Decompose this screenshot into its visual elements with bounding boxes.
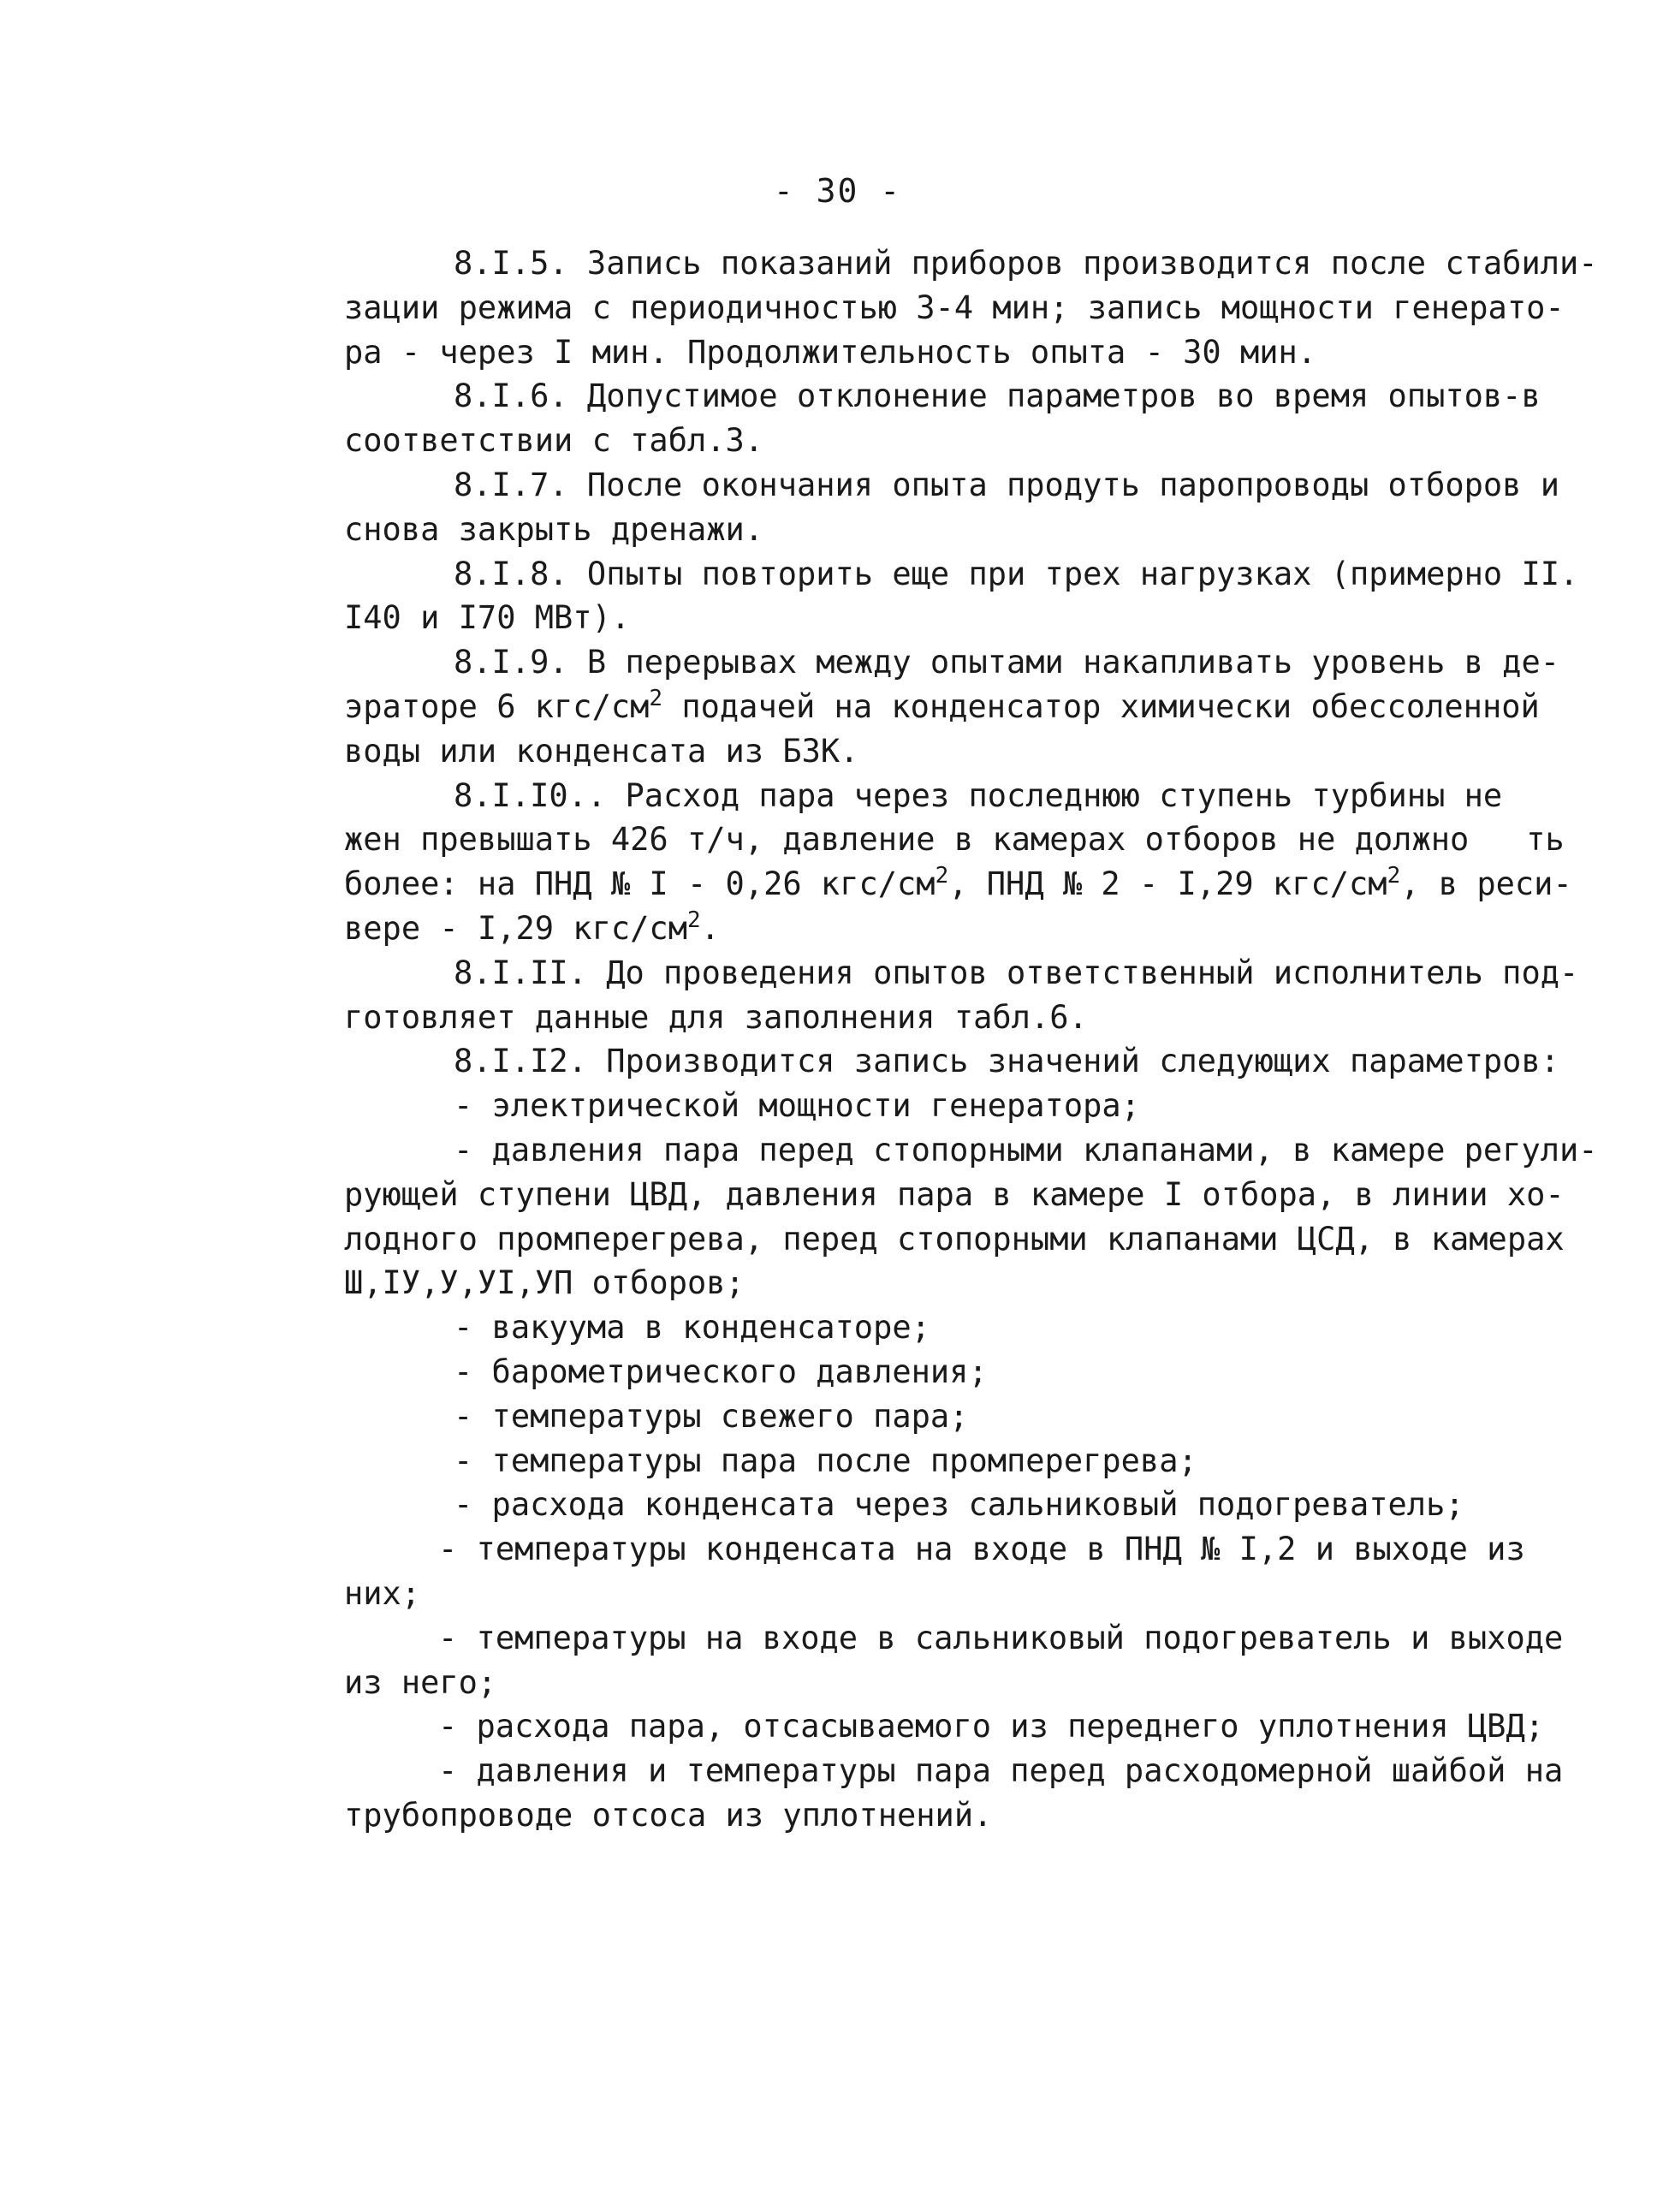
text-line [344, 508, 1517, 552]
line-text: соответствии с табл.3. [344, 422, 764, 460]
line-text: воды или конденсата из БЗК. [344, 732, 859, 770]
paragraph-line [344, 374, 1541, 419]
document-body [344, 241, 1598, 1838]
line-text: более: на ПНД № I - 0,26 кгс/см [344, 865, 936, 903]
line-text: I40 и I70 МВт). [344, 599, 631, 637]
text-line [344, 330, 1517, 375]
text-line [344, 1572, 1517, 1616]
line-text: - барометрического давления; [454, 1353, 988, 1390]
line-text: них; [344, 1574, 421, 1612]
text-line [344, 419, 1517, 463]
superscript: 2 [649, 685, 663, 711]
line-text: готовляет данные для заполнения табл.6. [344, 998, 1088, 1036]
line-text: трубопроводе отсоса из уплотнений. [344, 1796, 993, 1834]
paragraph-line [344, 1039, 1560, 1084]
text-line [344, 1793, 1517, 1838]
text-line [344, 729, 1517, 774]
line-text: - температуры свежего пара; [454, 1397, 969, 1435]
line-text: зации режима с периодичностью 3-4 мин; запись мощности генерато- [344, 288, 1565, 326]
paragraph-line [344, 1394, 1517, 1439]
paragraph-line [344, 774, 1517, 818]
superscript: 2 [686, 907, 701, 933]
line-text: , в реси- [1400, 865, 1572, 903]
text-line [344, 862, 1572, 907]
page-number: - 30 - [773, 172, 902, 210]
paragraph-line [344, 1749, 1564, 1793]
superscript: 2 [935, 863, 949, 889]
line-text: подачей на конденсатор химически обессоленной [662, 687, 1540, 725]
line-text: 8.I.8. Опыты повторить еще при трех нагрузках (примерно II. [454, 555, 1579, 592]
line-text: - температуры пара после промперегрева; [454, 1442, 1197, 1479]
text-line [344, 1661, 1517, 1705]
line-text: 8.I.I0.. Расход пара через последнюю ступень турбины не [454, 776, 1503, 814]
text-line [344, 1173, 1565, 1217]
paragraph-line [344, 1084, 1517, 1128]
line-text: рующей ступени ЦВД, давления пара в камере I отбора, в линии хо- [344, 1175, 1565, 1213]
line-text: - температуры на входе в сальниковый подогреватель и выходе [438, 1619, 1564, 1656]
line-text: 8.I.I2. Производится запись значений следующих параметров: [454, 1043, 1560, 1080]
paragraph-line [344, 1483, 1517, 1527]
paragraph-line [344, 1350, 1517, 1394]
paragraph-line [344, 640, 1560, 685]
line-text: - вакуума в конденсаторе; [454, 1309, 930, 1347]
paragraph-line [344, 951, 1579, 996]
paragraph-line [344, 1527, 1525, 1572]
line-text: 8.I.6. Допустимое отклонение параметров во время опытов-в [454, 378, 1541, 415]
line-text: 8.I.7. После окончания опыта продуть паропроводы отборов и [454, 466, 1560, 503]
line-text: Ш,IУ,У,УI,УП отборов; [344, 1264, 745, 1302]
line-text: - расхода конденсата через сальниковый подогреватель; [454, 1486, 1464, 1524]
line-text: вере - I,29 кгс/см [344, 909, 687, 947]
paragraph-line [344, 1439, 1517, 1484]
paragraph-line [344, 1128, 1598, 1173]
line-text: - расхода пара, отсасываемого из переднего уплотнения ЦВД; [438, 1708, 1545, 1745]
paragraph-line [344, 1616, 1564, 1661]
line-text: - температуры конденсата на входе в ПНД № I,2 и выходе из [438, 1531, 1525, 1568]
line-text: эраторе 6 кгс/см [344, 687, 650, 725]
line-text: 8.I.9. В перерывах между опытами накапливать уровень в де- [454, 644, 1560, 681]
paragraph-line [344, 552, 1579, 597]
text-line [344, 907, 1517, 951]
line-text: - давления пара перед стопорными клапанами, в камере регули- [454, 1131, 1598, 1168]
superscript: 2 [1387, 863, 1401, 889]
line-text: - электрической мощности генератора; [454, 1087, 1140, 1125]
line-text: ра - через I мин. Продолжительность опыта - 30 мин. [344, 333, 1317, 371]
line-text: из него; [344, 1663, 497, 1701]
paragraph-line [344, 241, 1598, 286]
text-line [344, 996, 1517, 1040]
line-text: - давления и температуры пара перед расходомерной шайбой на [438, 1752, 1564, 1790]
line-text: лодного промперегрева, перед стопорными клапанами ЦСД, в камерах [344, 1220, 1565, 1258]
paragraph-line [344, 1305, 1517, 1350]
text-line [344, 1217, 1565, 1262]
text-line [344, 1261, 1517, 1305]
paragraph-line [344, 463, 1560, 508]
line-text: , ПНД № 2 - I,29 кгс/см [948, 865, 1387, 903]
line-text: 8.I.5. Запись показаний приборов производится после стабили- [454, 245, 1598, 282]
text-line [344, 286, 1565, 330]
text-line [344, 818, 1565, 862]
text-line [344, 596, 1517, 640]
line-text: снова закрыть дренажи. [344, 510, 764, 548]
line-text: 8.I.II. До проведения опытов ответственный исполнитель под- [454, 954, 1579, 991]
line-text: жен превышать 426 т/ч, давление в камерах отборов не должно ть [344, 821, 1565, 859]
paragraph-line [344, 1704, 1545, 1749]
line-text: . [700, 909, 720, 947]
text-line [344, 685, 1540, 729]
